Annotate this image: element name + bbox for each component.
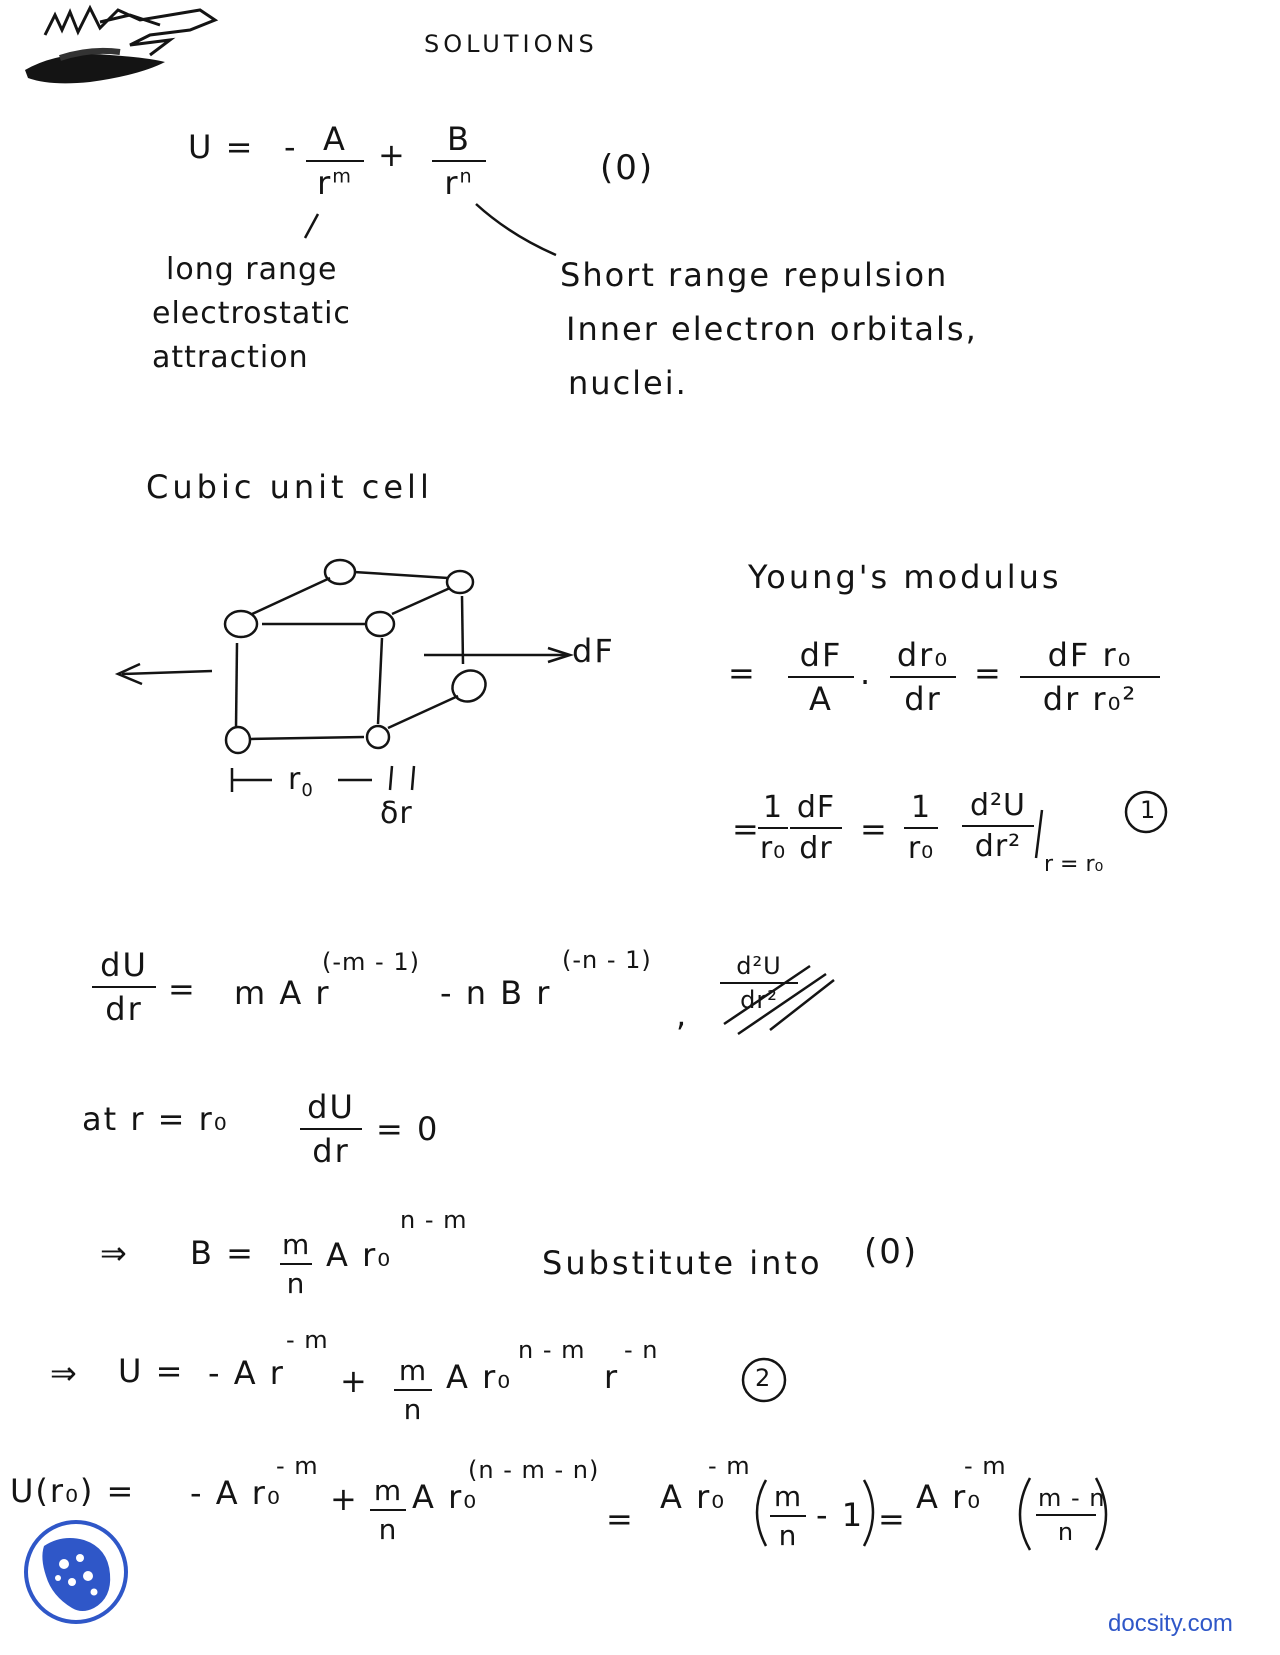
derivative-comma: ,	[676, 996, 689, 1034]
derivative-den: dr	[105, 990, 143, 1028]
youngs-eq2-frac2	[790, 790, 842, 866]
spacing-label-sub: 0	[301, 780, 314, 801]
youngs-eq1-equals-2: =	[974, 654, 1003, 692]
spacing-label	[288, 762, 314, 801]
youngs-eq1-frac1-num: dF	[788, 636, 854, 678]
b-implies: ⇒	[100, 1234, 129, 1272]
equation-label-1: 1	[1140, 796, 1157, 824]
u-implies: ⇒	[50, 1354, 79, 1392]
term1-numerator: A	[306, 120, 364, 162]
equation-label-2: 2	[755, 1364, 772, 1392]
u-fraction	[394, 1354, 432, 1426]
term1-fraction	[306, 120, 364, 202]
repulsion-line-1: Short range repulsion	[560, 256, 949, 294]
ur0-term3: A r₀	[660, 1478, 727, 1516]
ur0-paren1-open	[752, 1482, 753, 1484]
docsity-watermark[interactable]: docsity.com	[1108, 1610, 1233, 1637]
term2-numerator: B	[432, 120, 486, 162]
ur0-fraction	[370, 1474, 406, 1546]
b-frac-den: n	[286, 1267, 306, 1300]
evaluation-bar	[1036, 810, 1042, 858]
term1-denominator: r	[317, 164, 333, 202]
b-rhs: A r₀	[326, 1236, 393, 1274]
force-label: dF	[572, 632, 615, 670]
youngs-eq1-frac1-den: A	[809, 680, 833, 718]
cubic-heading: Cubic unit cell	[146, 468, 433, 506]
derivative-equals: =	[168, 970, 197, 1008]
ur0-frac-den: n	[378, 1513, 398, 1546]
condition-fraction	[300, 1088, 362, 1170]
ur0-term2-exp: (n - m - n)	[468, 1456, 600, 1484]
cubic-cell-drawing	[118, 560, 570, 792]
b-fraction	[280, 1228, 312, 1300]
youngs-eq2-equals-2: =	[860, 810, 889, 848]
youngs-eq1-frac3-den: dr r₀²	[1042, 680, 1138, 718]
paren-left-1	[757, 1480, 766, 1546]
b-rhs-exp: n - m	[400, 1206, 468, 1234]
ur0-term2: A r₀	[412, 1478, 479, 1516]
youngs-eq2-frac1-den: r₀	[759, 831, 787, 866]
crossed-out-fraction	[720, 952, 798, 1014]
youngs-eq1-frac2-num: dr₀	[890, 636, 956, 678]
youngs-eq2-frac3	[904, 790, 938, 866]
ur0-paren2-fraction	[1036, 1484, 1106, 1546]
condition-rhs: = 0	[376, 1110, 440, 1148]
ur0-lhs: U(r₀) =	[10, 1472, 136, 1510]
u-term3: r	[604, 1358, 620, 1396]
repulsion-line-3: nuclei.	[568, 364, 688, 402]
youngs-eq2-frac4-den: dr²	[974, 829, 1022, 864]
ur0-frac-num: m	[370, 1474, 406, 1511]
youngs-eq2-equals: =	[732, 810, 761, 848]
ur0-p1-rest: - 1	[816, 1496, 865, 1534]
attraction-line-2: electrostatic	[152, 296, 351, 331]
derivative-term-b-exp: (-n - 1)	[562, 946, 652, 974]
youngs-eq2-frac2-num: dF	[790, 790, 842, 829]
youngs-eq2-frac4	[962, 788, 1034, 864]
crossed-out-num: d²U	[720, 952, 798, 984]
docsity-logo[interactable]	[22, 1518, 130, 1626]
substitute-note: Substitute into	[542, 1244, 823, 1282]
ur0-p1-num: m	[770, 1480, 806, 1517]
attraction-line-1: long range	[166, 252, 338, 287]
term2-fraction	[432, 120, 486, 202]
u-frac-num: m	[394, 1354, 432, 1391]
condition-den: dr	[312, 1132, 350, 1170]
ur0-term4: A r₀	[916, 1478, 983, 1516]
crossed-out-den: dr²	[740, 986, 778, 1014]
youngs-eq1-frac3	[1020, 636, 1160, 718]
youngs-eq1-equals: =	[728, 654, 757, 692]
ur0-p2-num: m - n	[1036, 1484, 1096, 1516]
ur0-plus: +	[330, 1480, 359, 1518]
condition-text: at r = r₀	[82, 1100, 229, 1138]
u-term2-exp: n - m	[518, 1336, 586, 1364]
youngs-eq2-frac3-num: 1	[904, 790, 938, 829]
ur0-term1-exp: - m	[276, 1452, 319, 1480]
header-redaction	[25, 51, 165, 83]
u-term1-exp: - m	[286, 1326, 329, 1354]
substitute-ref: (0)	[864, 1232, 919, 1272]
u-frac-den: n	[403, 1393, 423, 1426]
docsity-logo-icon	[22, 1518, 130, 1626]
term2-exponent: n	[459, 164, 474, 188]
paren-right-1	[864, 1480, 873, 1546]
youngs-eq1-frac2	[890, 636, 956, 718]
ur0-term3-exp: - m	[708, 1452, 751, 1480]
b-frac-num: m	[280, 1228, 312, 1265]
potential-plus: +	[378, 136, 407, 174]
derivative-term-a: m A r	[234, 974, 331, 1012]
ur0-term1: - A r₀	[190, 1474, 282, 1512]
b-lhs: B =	[190, 1234, 255, 1272]
youngs-heading: Young's modulus	[748, 558, 1062, 596]
youngs-eq2-eval: r = r₀	[1044, 852, 1104, 877]
derivative-term-a-exp: (-m - 1)	[322, 948, 420, 976]
youngs-eq2-frac1	[758, 790, 788, 866]
u-term1: - A r	[208, 1354, 285, 1392]
condition-num: dU	[300, 1088, 362, 1130]
ur0-paren1-fraction	[770, 1480, 806, 1552]
youngs-eq2-frac2-den: dr	[799, 831, 833, 866]
derivative-fraction	[92, 946, 156, 1028]
ur0-equals-2: =	[606, 1500, 635, 1538]
potential-lhs: U =	[188, 128, 255, 166]
u-term3-exp: - n	[624, 1336, 659, 1364]
ur0-equals-3: =	[878, 1500, 907, 1538]
ur0-paren2-close	[1100, 1482, 1101, 1484]
ur0-term4-exp: - m	[964, 1452, 1007, 1480]
derivative-term-b: - n B r	[440, 974, 552, 1012]
youngs-eq2-frac1-num: 1	[758, 790, 788, 829]
ur0-paren2-open	[1012, 1482, 1013, 1484]
term1-sign: -	[284, 128, 298, 166]
youngs-eq1-frac1	[788, 636, 854, 718]
term1-exponent: m	[332, 164, 353, 188]
attraction-line-3: attraction	[152, 340, 309, 375]
term2-denominator: r	[444, 164, 460, 202]
youngs-eq2-frac3-den: r₀	[907, 831, 935, 866]
repulsion-line-2: Inner electron orbitals,	[566, 310, 978, 348]
page-title: SOLUTIONS	[424, 30, 598, 58]
attraction-leader-line	[305, 214, 318, 238]
u-plus: +	[340, 1362, 369, 1400]
delta-r-label: δr	[380, 796, 413, 831]
u-lhs: U =	[118, 1352, 185, 1390]
equation-label-0: (0)	[600, 148, 655, 188]
ur0-paren1-close	[870, 1482, 871, 1484]
youngs-eq1-frac3-num: dF r₀	[1020, 636, 1160, 678]
ur0-p2-den: n	[1057, 1518, 1075, 1546]
u-term2: A r₀	[446, 1358, 513, 1396]
youngs-eq2-frac4-num: d²U	[962, 788, 1034, 827]
paren-left-2	[1020, 1478, 1030, 1550]
youngs-eq1-dot: .	[860, 654, 873, 692]
spacing-label-r: r	[288, 762, 302, 797]
ur0-p1-den: n	[778, 1519, 798, 1552]
youngs-eq1-frac2-den: dr	[904, 680, 942, 718]
repulsion-leader-line	[476, 204, 556, 255]
derivative-num: dU	[92, 946, 156, 988]
